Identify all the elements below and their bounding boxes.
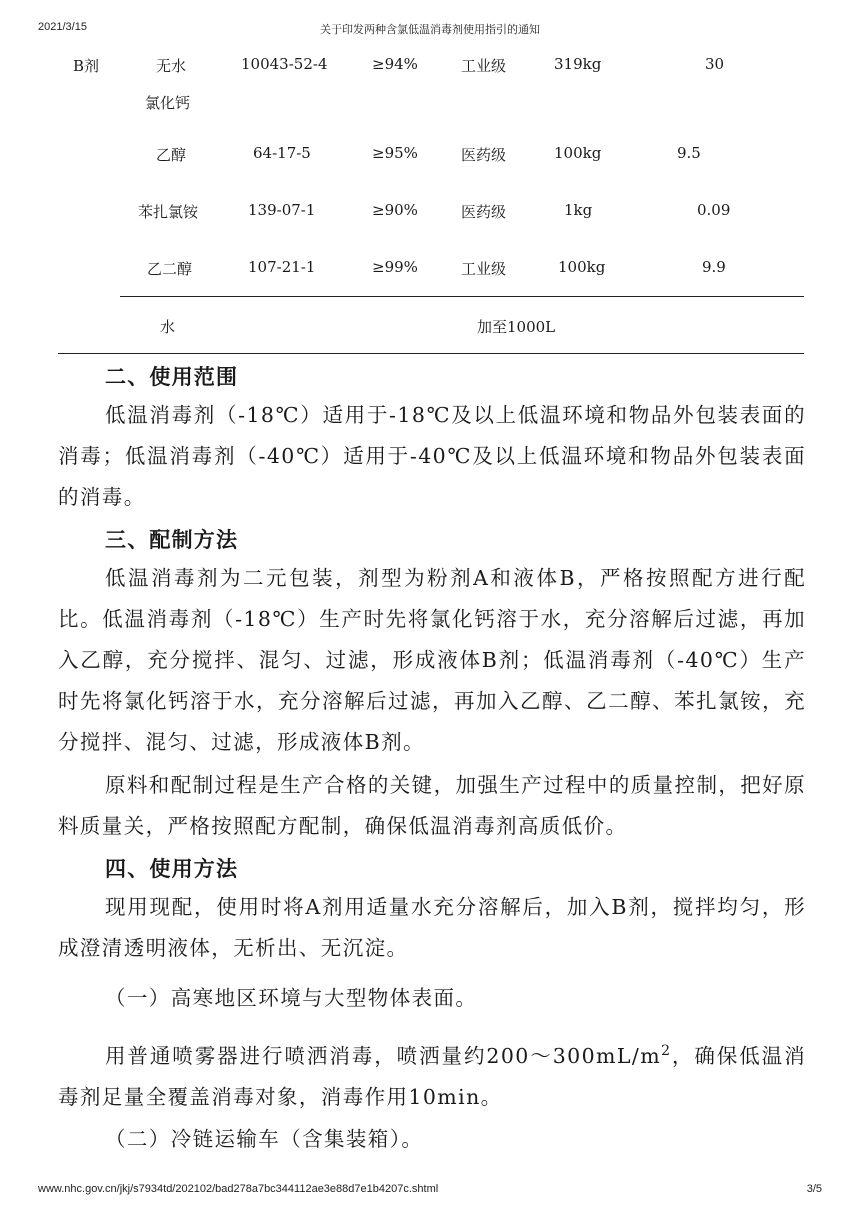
spray-text-before: 用普通喷雾器进行喷洒消毒，喷洒量约200～300mL/m xyxy=(105,1043,662,1068)
table-cell-cas: 139-07-1 xyxy=(248,201,316,219)
spray-text-after: ，确保低温消毒剂足量全覆盖消毒对象，消毒作用10min。 xyxy=(58,1043,806,1109)
table-cell-grade: 工业级 xyxy=(461,57,507,75)
table-cell-cas: 10043-52-4 xyxy=(241,55,328,73)
subheading-cold-chain-vehicle: （二）冷链运输车（含集装箱）。 xyxy=(105,1127,424,1151)
table-cell-grade: 医药级 xyxy=(461,203,507,221)
section-heading-preparation: 三、配制方法 xyxy=(105,527,239,552)
section-heading-usage: 四、使用方法 xyxy=(105,856,239,881)
table-cell-purity: ≥95% xyxy=(372,144,418,162)
table-cell-cas: 107-21-1 xyxy=(248,258,316,276)
footer-url: www.nhc.gov.cn/jkj/s7934td/202102/bad278a7bc344112ae3e88d7e1b4207c.shtml xyxy=(38,1183,439,1195)
section-heading-scope: 二、使用范围 xyxy=(105,364,239,389)
table-cell-name: 乙二醇 xyxy=(147,260,193,278)
table-cell-name: 苯扎氯铵 xyxy=(138,203,199,221)
footer-page-number: 3/5 xyxy=(806,1183,822,1195)
paragraph-usage: 现用现配，使用时将A剂用适量水充分溶解后，加入B剂，搅拌均匀，形成澄清透明液体，无析出、无沉淀。 xyxy=(58,895,806,960)
header-date: 2021/3/15 xyxy=(38,21,87,33)
table-cell-amount: 0.09 xyxy=(697,201,731,219)
table-cell-amount: 9.9 xyxy=(702,258,726,276)
table-cell-grade: 工业级 xyxy=(461,260,507,278)
table-cell-cas: 64-17-5 xyxy=(253,144,311,162)
table-cell-purity: ≥94% xyxy=(372,55,418,73)
table-cell-name: 无水 xyxy=(156,57,187,75)
table-cell-note: 加至1000L xyxy=(477,318,556,336)
superscript-2: 2 xyxy=(661,1043,672,1059)
header-title: 关于印发两种含氯低温消毒剂使用指引的通知 xyxy=(320,24,540,36)
table-cell-name: 氯化钙 xyxy=(145,94,191,112)
table-inner-rule xyxy=(120,296,804,297)
table-cell-name: 水 xyxy=(160,318,176,336)
table-cell-spec: 100kg xyxy=(558,258,606,276)
table-cell-spec: 100kg xyxy=(554,144,602,162)
table-cell-name: 乙醇 xyxy=(156,146,187,164)
subheading-cold-region: （一）高寒地区环境与大型物体表面。 xyxy=(105,986,478,1010)
paragraph-scope: 低温消毒剂（-18℃）适用于-18℃及以上低温环境和物品外包装表面的消毒；低温消毒剂（-40℃）适用于-40℃及以上低温环境和物品外包装表面的消毒。 xyxy=(58,403,806,509)
paragraph-preparation: 低温消毒剂为二元包装，剂型为粉剂A和液体B，严格按照配方进行配比。低温消毒剂（-18℃）生产时先将氯化钙溶于水，充分溶解后过滤，再加入乙醇，充分搅拌、混匀、过滤，形成液体B剂；低温消毒剂（-40℃）生产时先将氯化钙溶于水，充分溶解后过滤，再加入乙醇、乙二醇、苯扎氯铵，充分搅拌、混匀、过滤，形成液体B剂。 xyxy=(58,566,806,754)
table-cell-spec: 319kg xyxy=(554,55,602,73)
table-cell-amount: 9.5 xyxy=(677,144,701,162)
paragraph-quality: 原料和配制过程是生产合格的关键，加强生产过程中的质量控制，把好原料质量关，严格按照配方配制，确保低温消毒剂高质低价。 xyxy=(58,773,806,838)
table-bottom-rule xyxy=(58,353,804,354)
paragraph-spray xyxy=(58,1031,806,1118)
table-cell-amount: 30 xyxy=(705,55,725,73)
table-cell-spec: 1kg xyxy=(564,201,593,219)
table-group-label: B剂 xyxy=(73,57,100,75)
table-cell-grade: 医药级 xyxy=(461,146,507,164)
table-cell-purity: ≥99% xyxy=(372,258,418,276)
table-cell-purity: ≥90% xyxy=(372,201,418,219)
